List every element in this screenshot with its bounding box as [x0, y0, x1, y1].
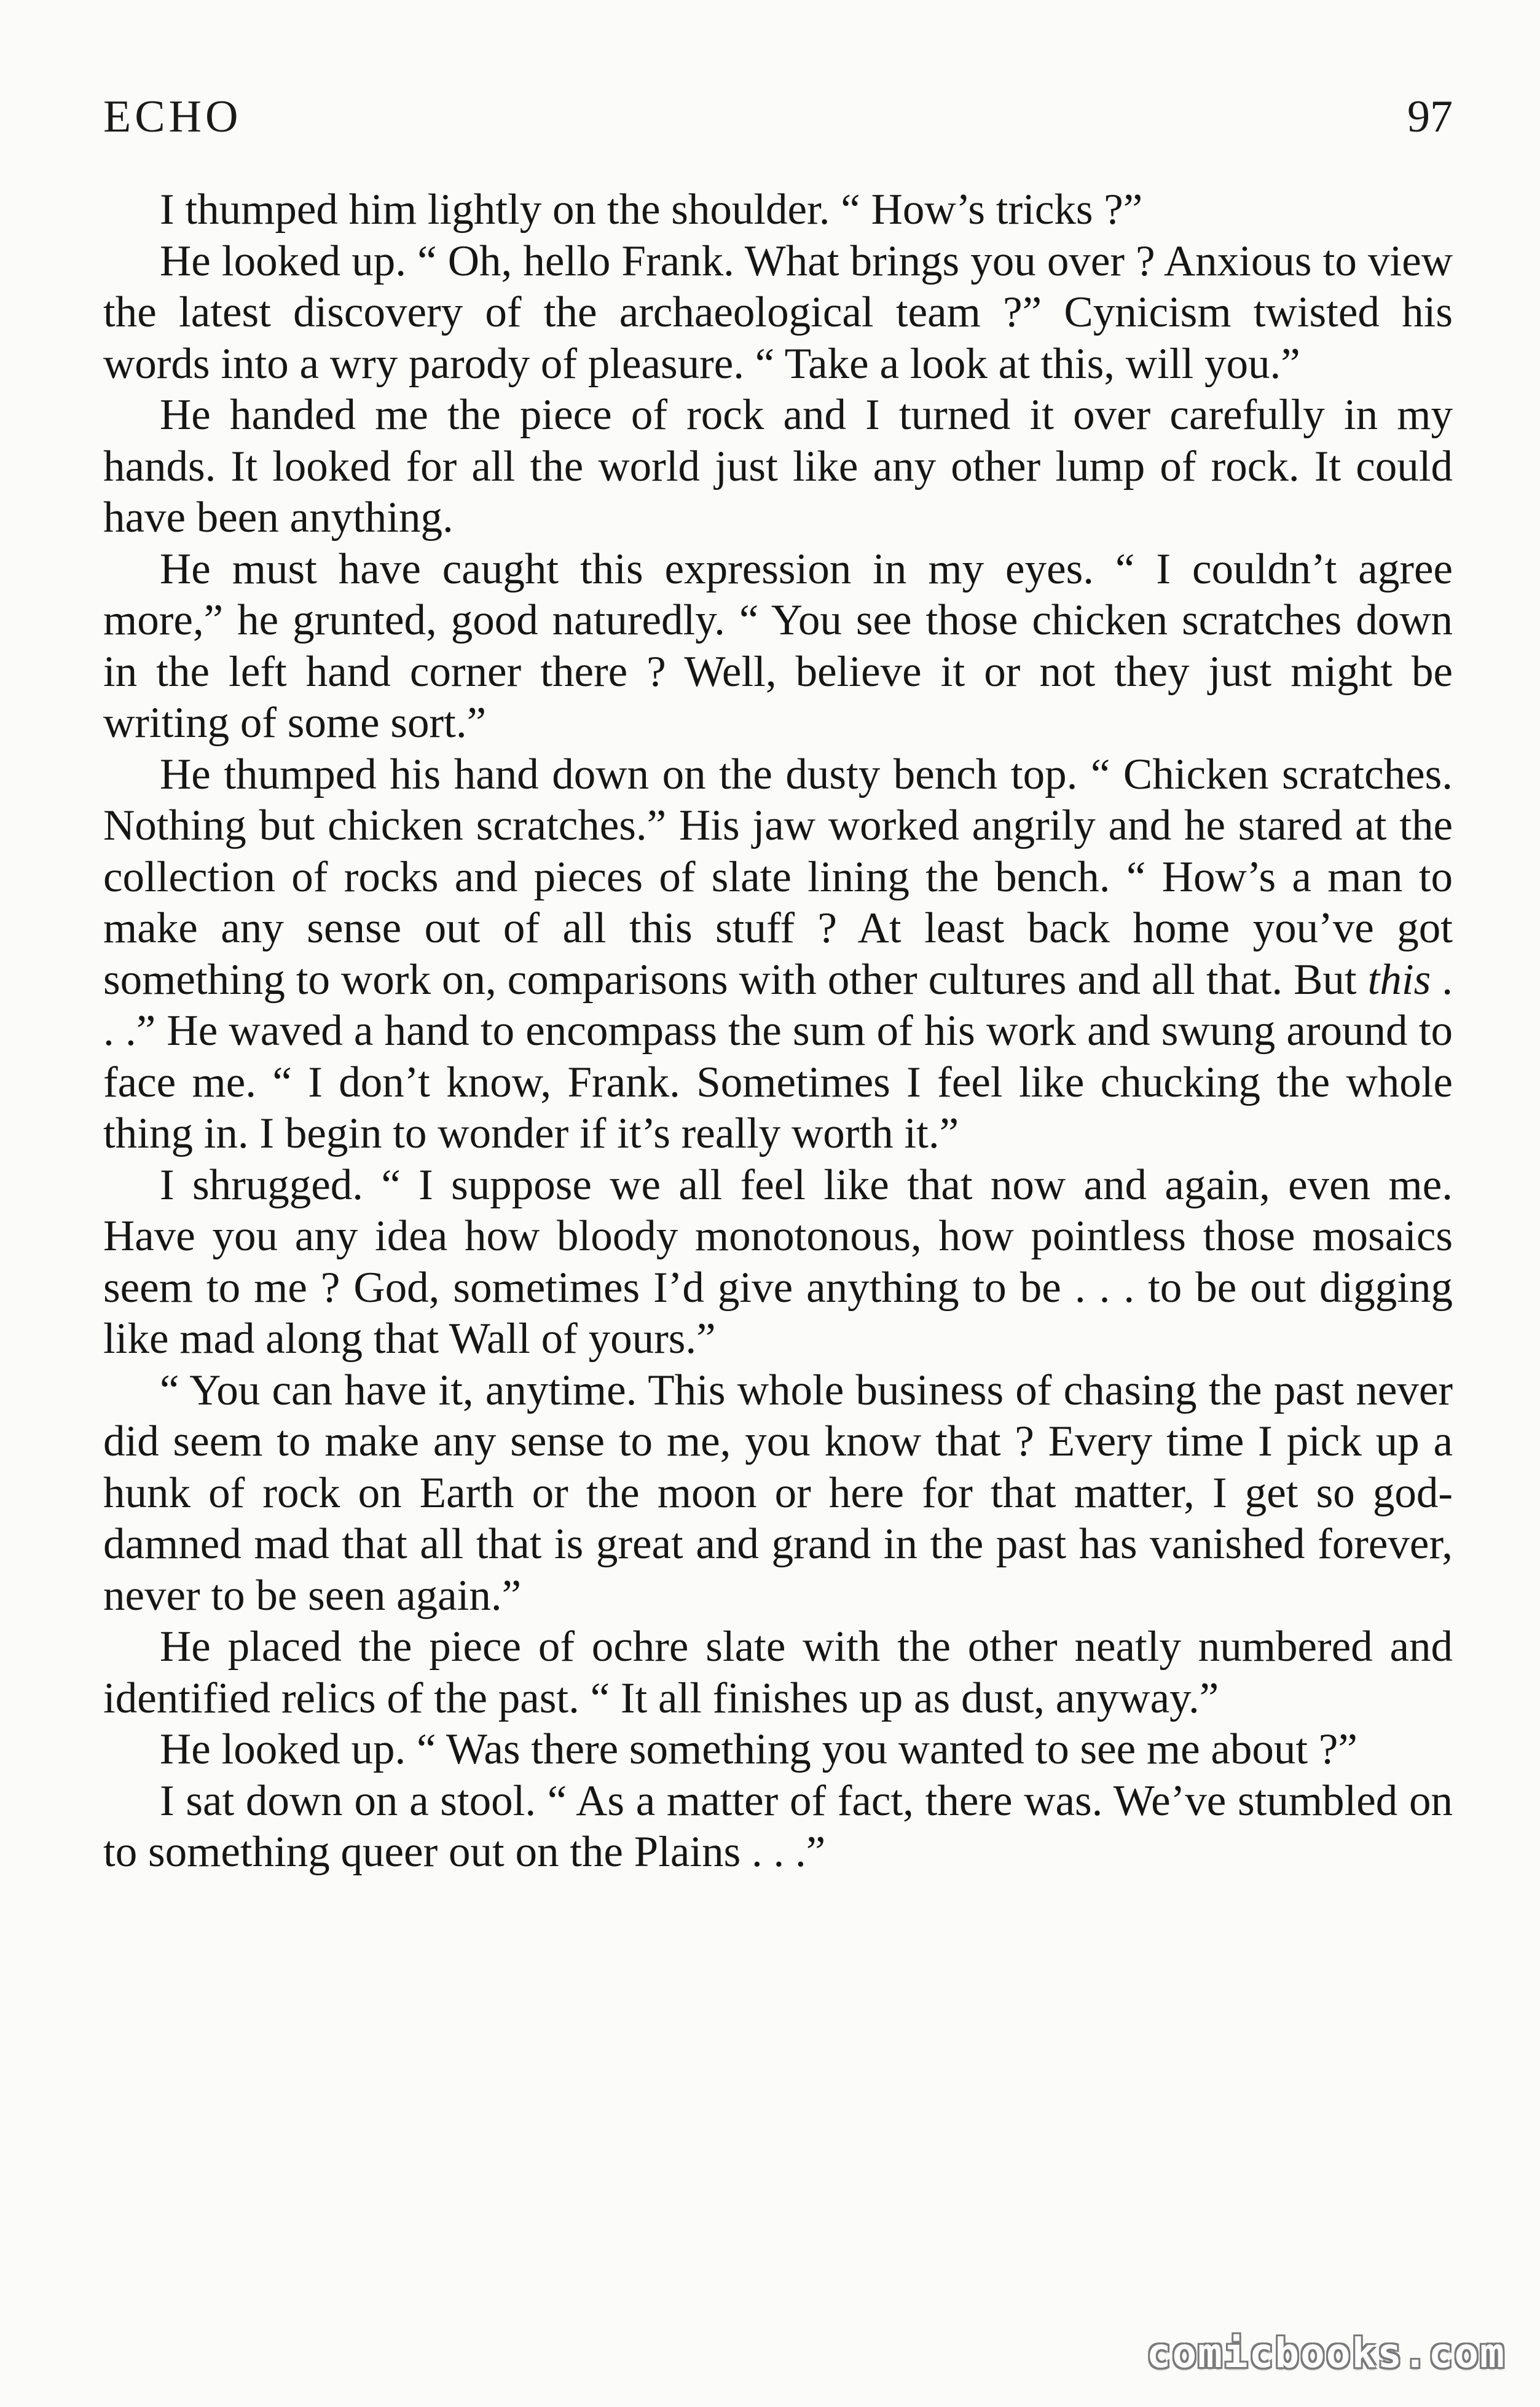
site-watermark: comicbooks.com [1146, 2330, 1506, 2377]
paragraph-text: . . .” He waved a hand to encompass the sum of his work and swung around to face me. “ I don’t know, Frank. Sometimes I feel like chucking the whole thing in. I begin to wonder if it’s really worth it.” [103, 955, 1453, 1157]
paragraph: He placed the piece of ochre slate with the other neatly numbered and identified relics of the past. “ It all finishes up as dust, anyway.” [103, 1623, 1453, 1722]
running-head [103, 91, 1453, 159]
paragraph: He looked up. “ Was there something you wanted to see me about ?” [160, 1725, 1357, 1773]
page-number: 97 [1407, 92, 1453, 142]
body-text [103, 184, 1453, 1878]
paragraph: He must have caught this expression in my eyes. “ I couldn’t agree more,” he grunted, good naturedly. “ You see those chicken scratches down in the left hand corner there ? Well, believe it or not they just might be writing of some sort.” [103, 545, 1453, 747]
running-title: ECHO [103, 92, 242, 142]
paragraph-text: He thumped his hand down on the dusty bench top. “ Chicken scratches. Nothing but chicken scratches.” His jaw worked angrily and he stared at the collection of rocks and pieces of slate lining the bench. “ How’s a man to make any sense out of all this stuff ? At least back home you’ve got something to work on, comparisons with other cultures and all that. But [103, 750, 1453, 1004]
paragraph [103, 749, 1453, 1160]
paragraph: He looked up. “ Oh, hello Frank. What brings you over ? Anxious to view the latest discovery of the archaeological team ?” Cynicism twisted his words into a wry parody of pleasure. “ Take a look at this, will you.” [103, 237, 1453, 388]
paragraph: I shrugged. “ I suppose we all feel like that now and again, even me. Have you any idea how bloody monotonous, how pointless those mosaics seem to me ? God, sometimes I’d give anything to be . . . to be out digging like mad along that Wall of yours.” [103, 1160, 1453, 1363]
paragraph: I thumped him lightly on the shoulder. “ How’s tricks ?” [160, 186, 1143, 234]
paragraph: “ You can have it, anytime. This whole business of chasing the past never did seem to make any sense to me, you know that ? Every time I pick up a hunk of rock on Earth or the moon or here for that matter, I get so god-damned mad that all that is great and grand in the past has vanished forever, never to be seen again.” [103, 1366, 1453, 1620]
paragraph: I sat down on a stool. “ As a matter of fact, there was. We’ve stumbled on to something queer out on the Plains . . .” [103, 1776, 1453, 1876]
emphasized-word: this [1367, 955, 1431, 1004]
paragraph: He handed me the piece of rock and I turned it over carefully in my hands. It looked for all the world just like any other lump of rock. It could have been anything. [103, 391, 1453, 542]
